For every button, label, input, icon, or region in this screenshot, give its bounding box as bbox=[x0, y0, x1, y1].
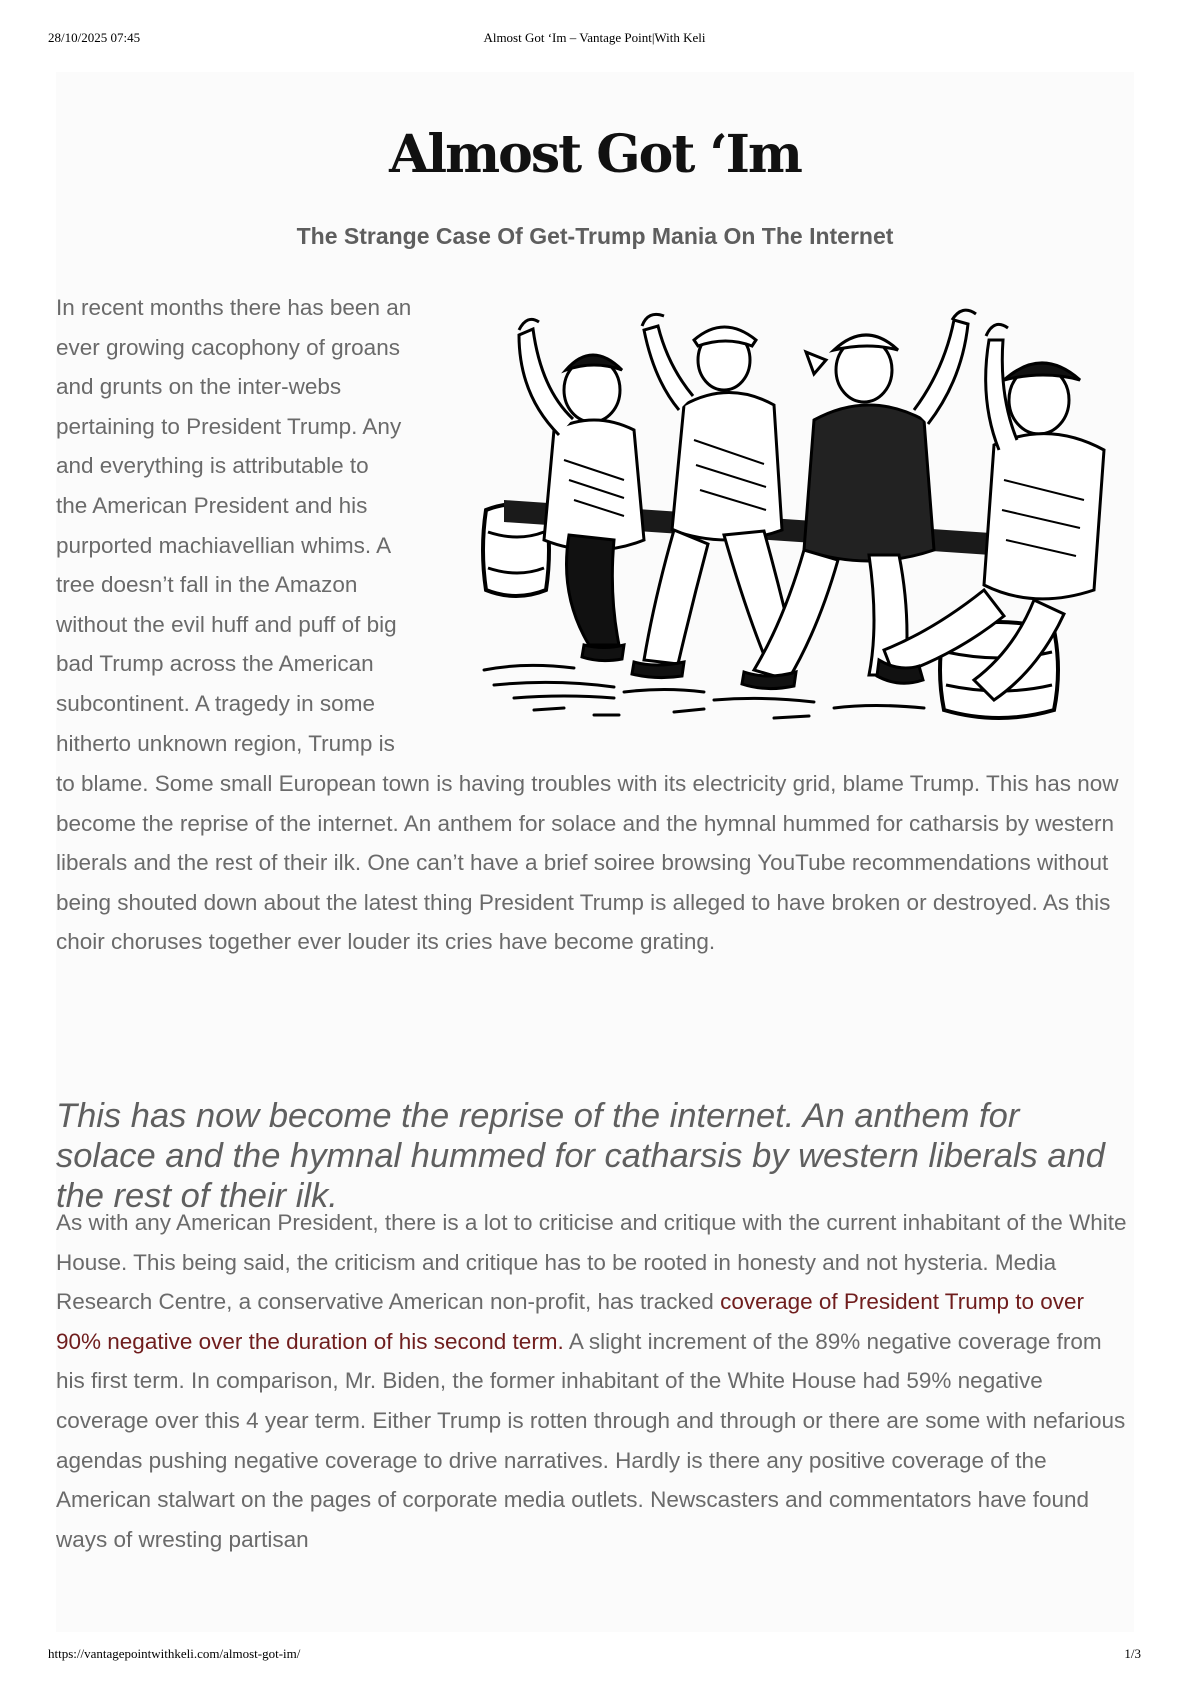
print-url: https://vantagepointwithkeli.com/almost-got-im/ bbox=[48, 1646, 301, 1661]
article-subtitle: The Strange Case Of Get-Trump Mania On The Internet bbox=[296, 223, 894, 249]
engraving-of-drinking-men-on-barrels bbox=[474, 300, 1134, 730]
text-line: subcontinent. A tragedy in some bbox=[56, 690, 375, 716]
article-paragraph-1-wrapped bbox=[56, 288, 466, 763]
print-header bbox=[48, 30, 1141, 50]
text-line: the American President and his bbox=[56, 492, 368, 518]
text-line: without the evil huff and puff of big bbox=[56, 611, 397, 637]
article-paragraph-1-continued: to blame. Some small European town is having troubles with its electricity grid, blame Trump. This has now become the reprise of the internet. An anthem for solace and the hymnal hummed for catharsis by western liberals and the rest of their ilk. One can’t have a brief soiree browsing YouTube recommendations without being shouted down about the latest thing President Trump is alleged to have broken or destroyed. As this choir choruses together ever louder its cries have become grating. bbox=[56, 771, 1119, 955]
text-line: hitherto unknown region, Trump is bbox=[56, 730, 395, 756]
print-datetime: 28/10/2025 07:45 bbox=[48, 30, 141, 45]
print-footer bbox=[48, 1646, 1141, 1666]
pull-quote: This has now become the reprise of the internet. An anthem for solace and the hymnal hummed for catharsis by western liberals and the rest of their ilk. bbox=[56, 1097, 1105, 1215]
paragraph-text: A slight increment of the 89% negative coverage from his first term. In comparison, Mr. Biden, the former inhabitant of the White House had 59% negative coverage over this 4 year term. Either Trump is rotten through and through or there are some with nefarious agendas pushing negative coverage to drive narratives. Hardly is there any positive coverage of the American stalwart on the pages of corporate media outlets. Newscasters and commentators have found ways of wresting partisan bbox=[56, 1328, 1126, 1552]
text-line: pertaining to President Trump. Any bbox=[56, 413, 402, 439]
text-line: tree doesn’t fall in the Amazon bbox=[56, 572, 358, 598]
text-line: In recent months there has been an bbox=[56, 295, 412, 320]
article-title: Almost Got ‘Im bbox=[389, 124, 801, 185]
article-illustration bbox=[474, 300, 1134, 730]
text-line: and everything is attributable to bbox=[56, 453, 369, 479]
coverage-report-link[interactable]: coverage of President Trump to over 90% negative over the duration of his second term. bbox=[56, 1289, 1085, 1354]
text-line: ever growing cacophony of groans bbox=[56, 334, 400, 360]
text-line: and grunts on the inter-webs bbox=[56, 374, 342, 400]
article-paragraph-2 bbox=[56, 1203, 1134, 1559]
print-page-title: Almost Got ‘Im – Vantage Point|With Keli bbox=[483, 30, 706, 45]
article-page bbox=[56, 72, 1134, 1632]
text-line: bad Trump across the American bbox=[56, 651, 374, 677]
paragraph-text: As with any American President, there is a lot to criticise and critique with the current inhabitant of the White House. This being said, the criticism and critique has to be rooted in honesty and not hysteria. Media Research Centre, a conservative American non-profit, has tracked bbox=[56, 1210, 1127, 1315]
print-page-number: 1/3 bbox=[1124, 1646, 1141, 1661]
text-line: purported machiavellian whims. A bbox=[56, 532, 392, 558]
